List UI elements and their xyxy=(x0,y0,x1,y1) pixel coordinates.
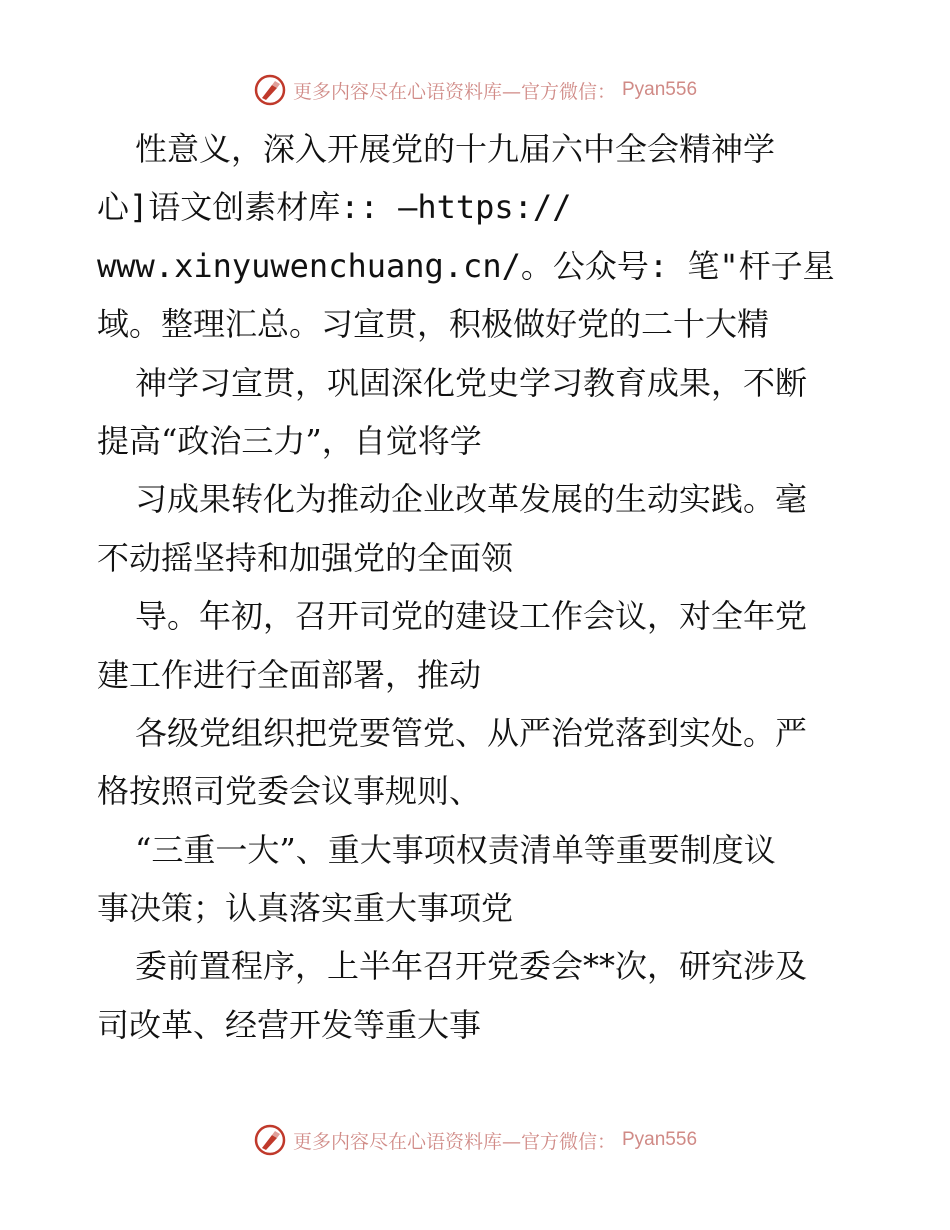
body-line-3: www.xinyuwenchuang.cn/。公众号: 笔"杆子星 xyxy=(97,246,835,285)
body-line-14: 事决策；认真落实重大事项党 xyxy=(97,889,514,928)
body-line-11: 各级党组织把党要管党、从严治党落到实处。严 xyxy=(135,713,808,752)
footer-banner-text: 更多内容尽在心语资料库—官方微信： xyxy=(292,1130,616,1153)
footer-banner-id: Pyan556 xyxy=(622,1129,698,1150)
body-line-8: 不动摇坚持和加强党的全面领 xyxy=(97,538,514,577)
header-banner-id: Pyan556 xyxy=(622,79,698,100)
body-line-1: 性意义，深入开展党的十九届六中全会精神学 xyxy=(135,130,776,168)
body-line-15: 委前置程序，上半年召开党委会**次，研究涉及 xyxy=(135,947,808,986)
body-line-7: 习成果转化为推动企业改革发展的生动实践。毫 xyxy=(135,480,808,519)
body-line-5: 神学习宣贯，巩固深化党史学习教育成果，不断 xyxy=(135,363,808,402)
footer-banner-content xyxy=(253,1123,697,1157)
document-body xyxy=(97,120,857,1054)
body-line-10: 建工作进行全面部署，推动 xyxy=(97,655,482,694)
body-line-2: 心]语文创素材库:: —https:// xyxy=(97,188,572,227)
header-banner-content xyxy=(253,73,697,107)
header-banner-text: 更多内容尽在心语资料库—官方微信： xyxy=(292,80,616,103)
body-line-6: 提高“政治三力”，自觉将学 xyxy=(97,421,482,460)
body-line-16: 司改革、经营开发等重大事 xyxy=(97,1005,482,1044)
body-line-4: 域。整理汇总。习宣贯，积极做好党的二十大精 xyxy=(97,305,770,344)
body-line-9: 导。年初，召开司党的建设工作会议，对全年党 xyxy=(135,597,808,636)
header-banner xyxy=(0,70,950,110)
body-line-13: “三重一大”、重大事项权责清单等重要制度议 xyxy=(135,830,776,869)
pen-nib-logo-icon xyxy=(253,73,287,107)
body-line-12: 格按照司党委会议事规则、 xyxy=(97,772,482,811)
footer-banner xyxy=(0,1120,950,1160)
pen-nib-logo-icon xyxy=(253,1123,287,1157)
